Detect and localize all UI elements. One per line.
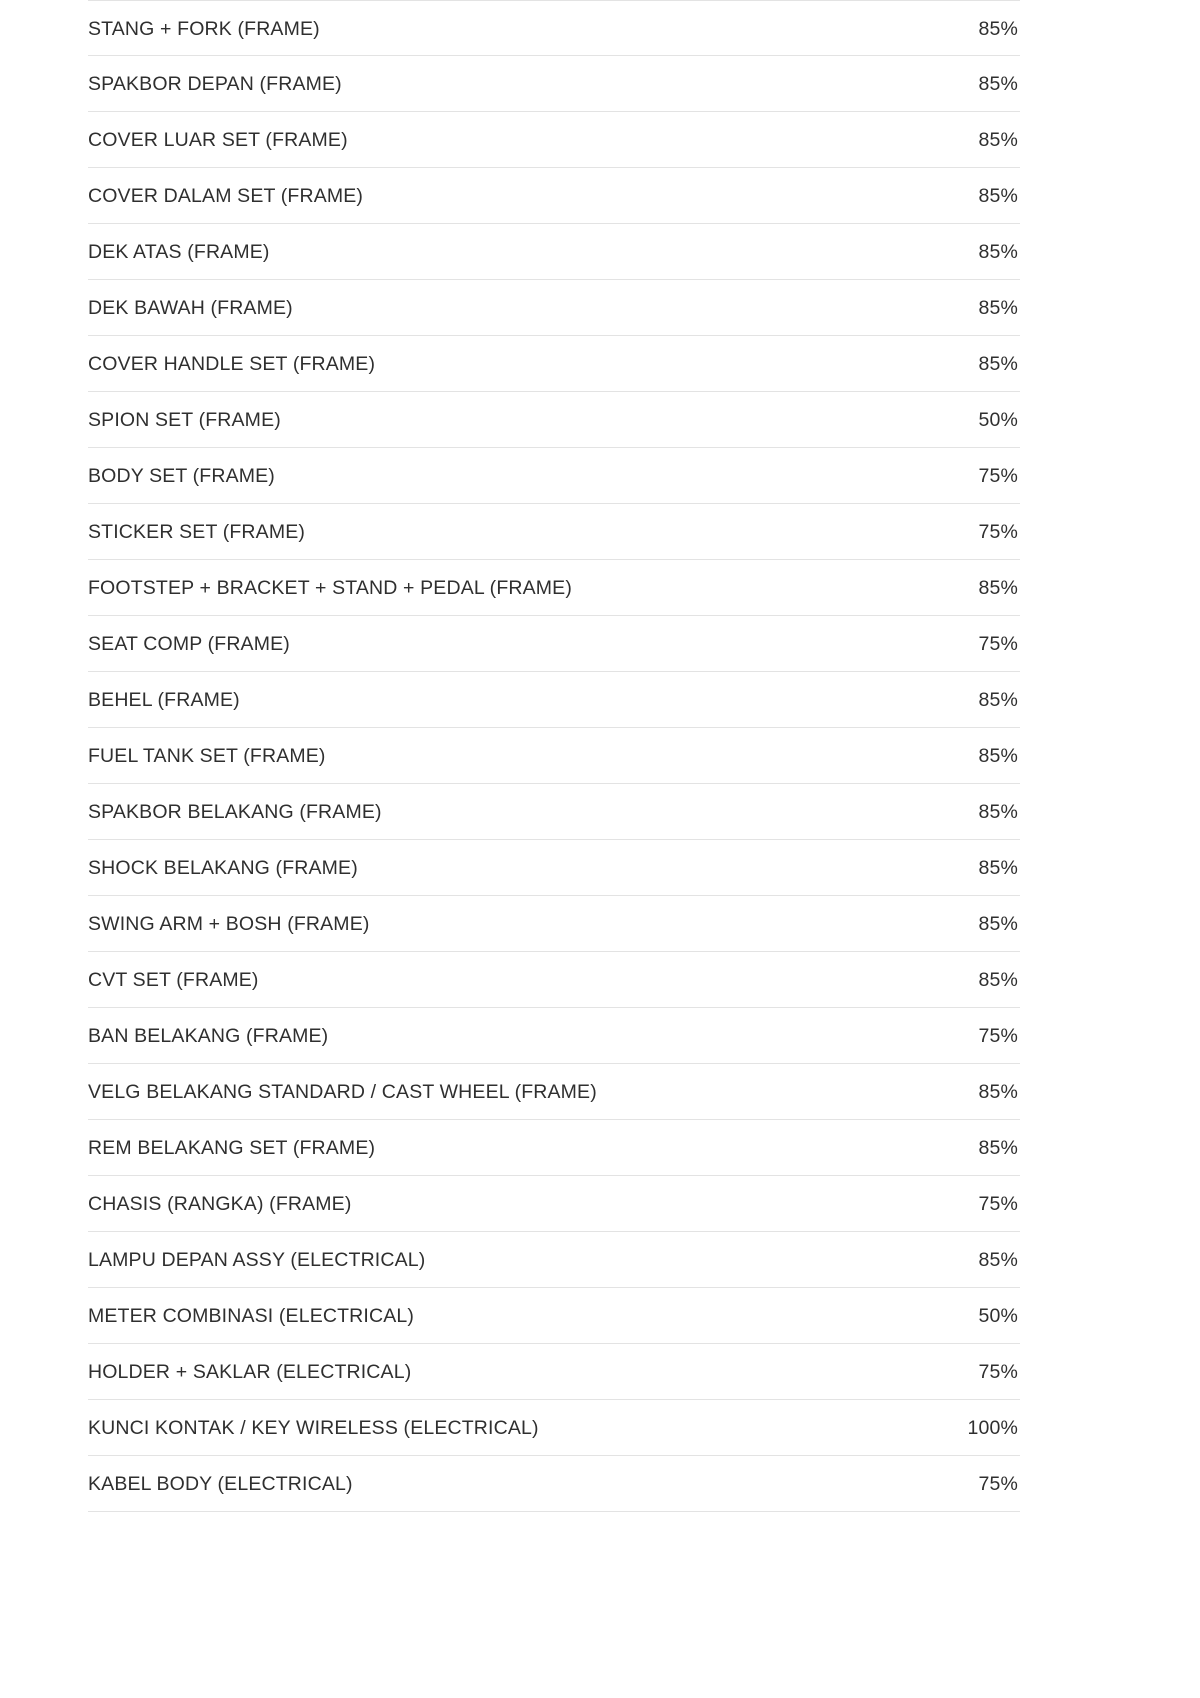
item-score: 85% — [978, 857, 1018, 879]
item-score: 85% — [978, 297, 1018, 319]
item-label: FUEL TANK SET (FRAME) — [88, 745, 326, 767]
list-item — [88, 1176, 1020, 1232]
item-score: 50% — [978, 1305, 1018, 1327]
item-label: SPAKBOR BELAKANG (FRAME) — [88, 801, 382, 823]
list-item — [88, 728, 1020, 784]
item-label: BODY SET (FRAME) — [88, 465, 275, 487]
item-score: 85% — [978, 1137, 1018, 1159]
item-score: 75% — [978, 465, 1018, 487]
item-score: 50% — [978, 409, 1018, 431]
item-score: 85% — [978, 1249, 1018, 1271]
item-label: SEAT COMP (FRAME) — [88, 633, 290, 655]
list-item — [88, 560, 1020, 616]
list-item — [88, 952, 1020, 1008]
list-item — [88, 1456, 1020, 1512]
item-label: CVT SET (FRAME) — [88, 969, 259, 991]
item-score: 100% — [967, 1417, 1018, 1439]
item-score: 85% — [978, 353, 1018, 375]
item-label: BEHEL (FRAME) — [88, 689, 240, 711]
item-score: 85% — [978, 745, 1018, 767]
item-label: BAN BELAKANG (FRAME) — [88, 1025, 329, 1047]
list-item — [88, 1232, 1020, 1288]
list-item — [88, 224, 1020, 280]
item-label: KUNCI KONTAK / KEY WIRELESS (ELECTRICAL) — [88, 1417, 539, 1439]
list-item — [88, 56, 1020, 112]
item-score: 85% — [978, 18, 1018, 40]
item-label: SPAKBOR DEPAN (FRAME) — [88, 73, 342, 95]
item-score: 85% — [978, 689, 1018, 711]
list-item — [88, 336, 1020, 392]
item-score: 85% — [978, 241, 1018, 263]
inspection-item-list — [88, 0, 1020, 1512]
item-score: 75% — [978, 521, 1018, 543]
item-label: COVER HANDLE SET (FRAME) — [88, 353, 376, 375]
list-item — [88, 616, 1020, 672]
item-score: 85% — [978, 577, 1018, 599]
list-item — [88, 672, 1020, 728]
list-item — [88, 112, 1020, 168]
item-label: SHOCK BELAKANG (FRAME) — [88, 857, 358, 879]
item-label: SPION SET (FRAME) — [88, 409, 281, 431]
item-label: COVER LUAR SET (FRAME) — [88, 129, 348, 151]
item-score: 85% — [978, 73, 1018, 95]
item-score: 75% — [978, 1193, 1018, 1215]
list-item — [88, 392, 1020, 448]
list-item — [88, 1120, 1020, 1176]
list-item — [88, 784, 1020, 840]
item-label: COVER DALAM SET (FRAME) — [88, 185, 364, 207]
item-score: 75% — [978, 1361, 1018, 1383]
item-score: 75% — [978, 1025, 1018, 1047]
item-score: 75% — [978, 1473, 1018, 1495]
item-score: 85% — [978, 913, 1018, 935]
item-label: DEK BAWAH (FRAME) — [88, 297, 293, 319]
item-label: STANG + FORK (FRAME) — [88, 18, 320, 40]
list-item — [88, 1400, 1020, 1456]
item-label: KABEL BODY (ELECTRICAL) — [88, 1473, 353, 1495]
list-item — [88, 840, 1020, 896]
list-item — [88, 1064, 1020, 1120]
list-item — [88, 896, 1020, 952]
item-score: 85% — [978, 801, 1018, 823]
item-score: 85% — [978, 969, 1018, 991]
list-item — [88, 1288, 1020, 1344]
list-item — [88, 0, 1020, 56]
item-score: 85% — [978, 1081, 1018, 1103]
item-label: HOLDER + SAKLAR (ELECTRICAL) — [88, 1361, 412, 1383]
item-label: CHASIS (RANGKA) (FRAME) — [88, 1193, 352, 1215]
item-score: 85% — [978, 129, 1018, 151]
list-item — [88, 1008, 1020, 1064]
item-score: 75% — [978, 633, 1018, 655]
item-label: FOOTSTEP + BRACKET + STAND + PEDAL (FRAME) — [88, 577, 572, 599]
item-label: METER COMBINASI (ELECTRICAL) — [88, 1305, 414, 1327]
item-label: REM BELAKANG SET (FRAME) — [88, 1137, 376, 1159]
item-label: VELG BELAKANG STANDARD / CAST WHEEL (FRAME) — [88, 1081, 597, 1103]
list-item — [88, 280, 1020, 336]
list-item — [88, 504, 1020, 560]
item-label: LAMPU DEPAN ASSY (ELECTRICAL) — [88, 1249, 426, 1271]
list-item — [88, 448, 1020, 504]
item-score: 85% — [978, 185, 1018, 207]
list-item — [88, 168, 1020, 224]
item-label: SWING ARM + BOSH (FRAME) — [88, 913, 370, 935]
item-label: DEK ATAS (FRAME) — [88, 241, 270, 263]
list-item — [88, 1344, 1020, 1400]
item-label: STICKER SET (FRAME) — [88, 521, 306, 543]
